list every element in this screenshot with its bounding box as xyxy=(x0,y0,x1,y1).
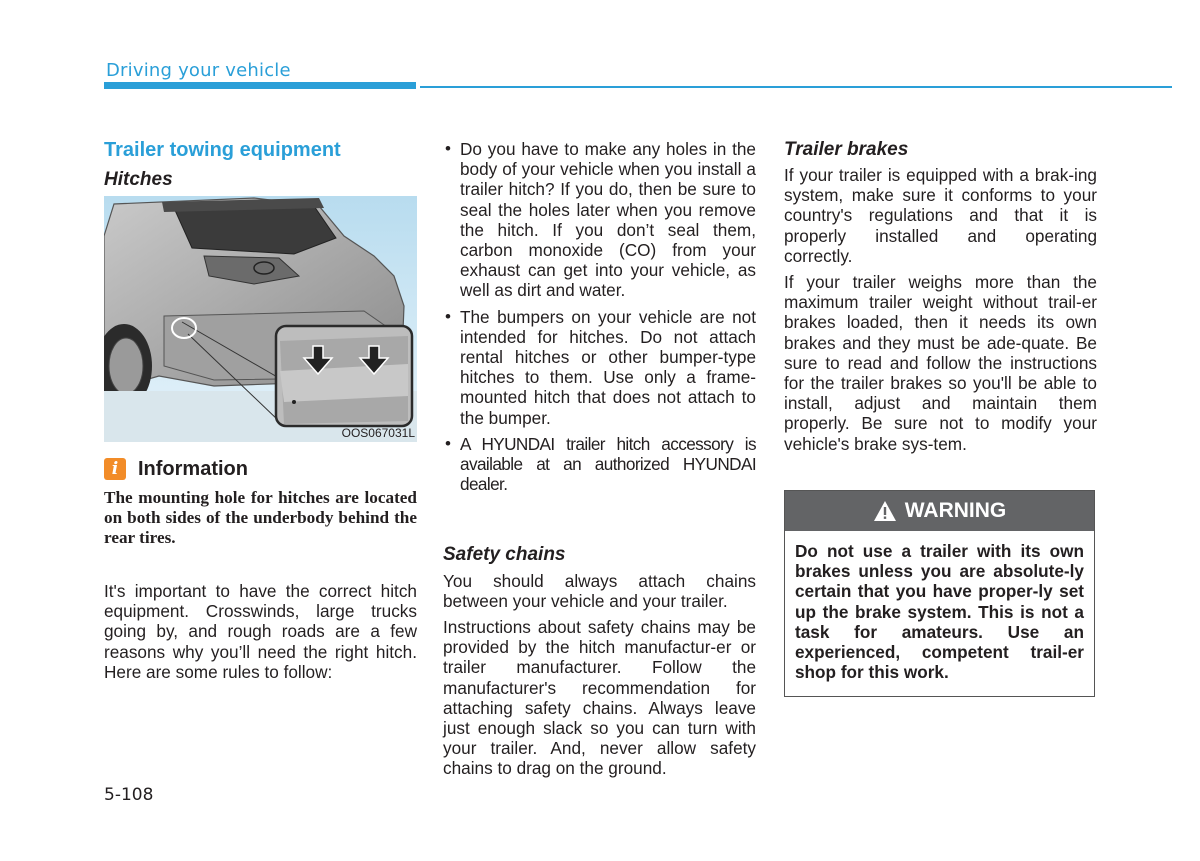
list-item xyxy=(443,139,756,301)
list-item xyxy=(443,307,756,428)
warning-header xyxy=(785,491,1094,531)
trailer-brakes-paragraph-1: If your trailer is equipped with a brak-ing system, make sure it conforms to your country's regulations and that it is properly installed and operating correctly. xyxy=(784,165,1097,266)
information-text: The mounting hole for hitches are located on both sides of the underbody behind the rear tires. xyxy=(104,488,417,548)
bullet-icon: • xyxy=(445,139,451,158)
warning-triangle-icon xyxy=(873,500,897,522)
subtitle-trailer-brakes: Trailer brakes xyxy=(784,139,909,160)
subtitle-hitches: Hitches xyxy=(104,169,173,190)
header-rule-thick xyxy=(104,82,416,89)
subtitle-safety-chains: Safety chains xyxy=(443,544,566,565)
safety-chains-paragraph-2: Instructions about safety chains may be provided by the hitch manufactur-er or trailer manufacturer. Follow the manufacturer's recommendation for attaching safety chains. Always leave just enough slack so you can turn with your trailer. And, never allow safety chains to drag on the ground. xyxy=(443,617,756,779)
hitch-rules-list xyxy=(443,139,756,500)
header-rule-thin xyxy=(420,86,1172,88)
hitch-intro-paragraph: It's important to have the correct hitch equipment. Crosswinds, large trucks going by, and rough roads are a few reasons why you’ll need the right hitch. Here are some rules to follow: xyxy=(104,581,417,682)
bullet-icon: • xyxy=(445,306,451,326)
figure-code: OOS067031L xyxy=(341,426,415,440)
warning-text: Do not use a trailer with its own brakes unless you are absolute-ly certain that you have proper-ly set up the brake system. This is not a task for amateurs. Use an experienced, competent trail-er shop for this work. xyxy=(795,541,1084,683)
list-item-text: The bumpers on your vehicle are not intended for hitches. Do not attach rental hitches or other bumper-type hitches to them. Use only a frame-mounted hitch that does not attach to the bumper. xyxy=(460,306,756,428)
section-header: Driving your vehicle xyxy=(106,60,291,81)
safety-chains-paragraph-1: You should always attach chains between your vehicle and your trailer. xyxy=(443,571,756,612)
list-item-text: A HYUNDAI trailer hitch accessory is available at an authorized HYUNDAI dealer. xyxy=(460,433,756,495)
trailer-brakes-paragraph-2: If your trailer weighs more than the maximum trailer weight without trail-er brakes loaded, then it needs its own brakes and they must be ade-quate. Be sure to read and follow the instructions for the trailer brakes so you'll be able to install, adjust and maintain them properly. Be sure not to modify your vehicle's brake sys-tem. xyxy=(784,272,1097,454)
car-rear-image xyxy=(104,196,417,442)
warning-box xyxy=(784,490,1095,697)
list-item-text: Do you have to make any holes in the body of your vehicle when you install a trailer hitch? If you do, then be sure to seal the holes later when you remove the hitch. If you don’t seal them, carbon monoxide (CO) from your exhaust can get into your vehicle, as well as dirt and water. xyxy=(460,139,756,301)
section-title-trailer-towing: Trailer towing equipment xyxy=(104,139,341,161)
page-number: 5-108 xyxy=(104,785,154,805)
information-heading xyxy=(104,457,248,481)
information-label: Information xyxy=(138,457,248,480)
bullet-icon: • xyxy=(445,433,451,453)
warning-label: WARNING xyxy=(904,499,1007,522)
list-item xyxy=(443,434,756,495)
info-icon: i xyxy=(104,458,126,480)
vehicle-rear-illustration xyxy=(104,196,417,442)
